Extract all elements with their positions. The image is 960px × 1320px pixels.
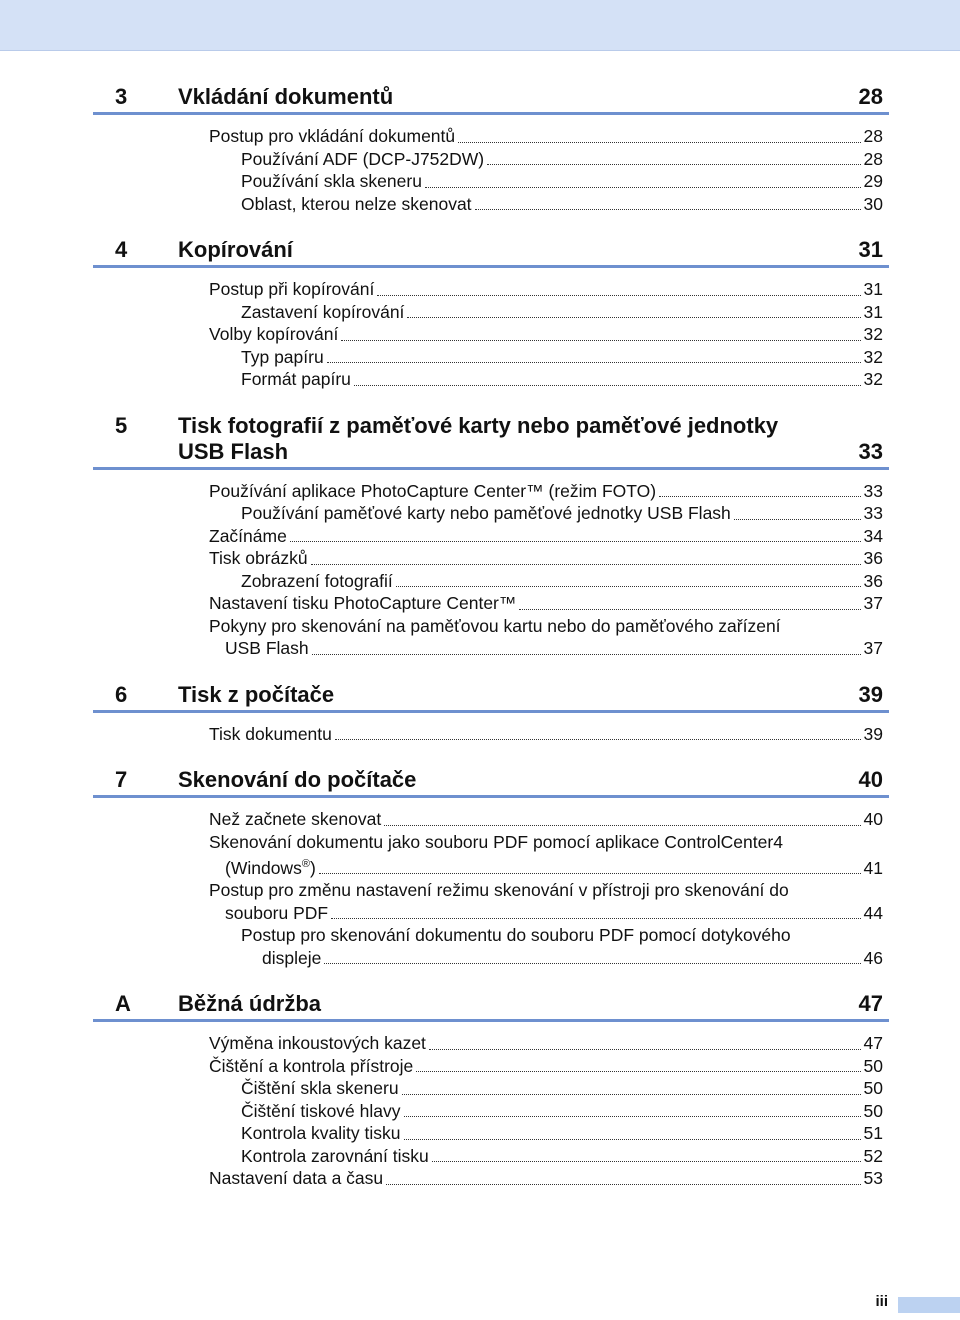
- chapter-page: 39: [858, 681, 883, 707]
- entry-list: [93, 808, 889, 969]
- chapter-page: 47: [858, 991, 883, 1017]
- entry-page: 46: [863, 947, 883, 968]
- entry-label: Než začnete skenovat: [209, 809, 382, 829]
- footer-band: [898, 1297, 960, 1313]
- toc-entry[interactable]: [93, 1122, 889, 1145]
- dot-leader: [404, 1116, 861, 1117]
- entry-label: Používání ADF (DCP-J752DW): [241, 148, 485, 169]
- dot-leader: [458, 142, 860, 143]
- entry-page: 34: [863, 525, 883, 546]
- entry-label: Kontrola zarovnání tisku: [241, 1145, 429, 1166]
- entry-page: 50: [863, 1100, 883, 1121]
- entry-label-line2: displeje: [262, 947, 322, 968]
- chapter-number: 5: [115, 412, 128, 438]
- toc-entry[interactable]: [93, 148, 889, 171]
- chapter-title: [178, 413, 859, 465]
- dot-leader: [324, 963, 860, 964]
- dot-leader: [312, 654, 861, 655]
- toc-entry[interactable]: [93, 193, 889, 216]
- entry-page: 33: [863, 503, 883, 523]
- entry-label: Začínáme: [209, 525, 287, 546]
- entry-label: Čištění a kontrola přístroje: [209, 1055, 414, 1076]
- entry-list: [93, 723, 889, 746]
- entry-label-line1: Pokyny pro skenování na paměťovou kartu nebo do paměťového zařízení: [209, 615, 781, 636]
- chapter-page: 40: [858, 767, 883, 792]
- toc-entry[interactable]: [93, 278, 889, 301]
- dot-leader: [384, 825, 860, 826]
- toc-entry[interactable]: [93, 723, 889, 746]
- entry-label: Čištění tiskové hlavy: [241, 1100, 401, 1121]
- chapter-heading[interactable]: [93, 409, 889, 470]
- toc-entry[interactable]: [93, 170, 889, 193]
- entry-page: 36: [863, 570, 883, 591]
- chapter-page: 31: [858, 237, 883, 262]
- entry-label: Čištění skla skeneru: [241, 1078, 399, 1099]
- chapter-heading[interactable]: [93, 80, 889, 115]
- entry-page: 37: [863, 593, 883, 613]
- toc-entry[interactable]: [93, 480, 889, 503]
- entry-label: Používání paměťové karty nebo paměťové jednotky USB Flash: [241, 503, 731, 523]
- header-band: [0, 0, 960, 51]
- entry-label: Typ papíru: [241, 346, 324, 367]
- entry-label: Používání skla skeneru: [241, 171, 422, 191]
- toc-entry[interactable]: [93, 346, 889, 369]
- entry-label: Tisk obrázků: [209, 548, 308, 568]
- dot-leader: [404, 1139, 861, 1140]
- page-number: iii: [875, 1293, 888, 1310]
- entry-label: Postup při kopírování: [209, 279, 375, 299]
- entry-label: Používání aplikace PhotoCapture Center™ (režim FOTO): [209, 480, 657, 501]
- entry-page: 32: [863, 346, 883, 367]
- entry-page: 50: [863, 1078, 883, 1099]
- dot-leader: [487, 164, 860, 165]
- entry-label-line1: Postup pro změnu nastavení režimu skenování v přístroji pro skenování do: [209, 880, 789, 901]
- label-tail: ): [309, 857, 316, 878]
- chapter-title-line1: Tisk fotografií z paměťové karty nebo paměťové jednotky: [178, 412, 779, 438]
- entry-label: Tisk dokumentu: [209, 723, 332, 744]
- dot-leader: [377, 295, 860, 296]
- entry-label: Kontrola kvality tisku: [241, 1123, 401, 1144]
- dot-leader: [396, 586, 861, 587]
- entry-page: 32: [863, 324, 883, 344]
- entry-page: 28: [863, 126, 883, 146]
- entry-label-line1: Skenování dokumentu jako souboru PDF pomocí aplikace ControlCenter4: [209, 831, 783, 852]
- entry-page: 53: [863, 1168, 883, 1189]
- entry-page: 29: [863, 171, 883, 191]
- toc-entry[interactable]: [93, 831, 889, 880]
- toc-entry[interactable]: [93, 323, 889, 346]
- entry-label: Oblast, kterou nelze skenovat: [241, 193, 472, 214]
- entry-label: Postup pro vkládání dokumentů: [209, 126, 456, 146]
- dot-leader: [407, 317, 860, 318]
- dot-leader: [402, 1094, 861, 1095]
- chapter-number: 7: [115, 767, 128, 792]
- chapter-4: [93, 233, 889, 391]
- entry-page: 47: [863, 1033, 883, 1054]
- entry-label: Výměna inkoustových kazet: [209, 1033, 426, 1054]
- toc-entry[interactable]: [93, 547, 889, 570]
- dot-leader: [734, 519, 861, 520]
- dot-leader: [319, 873, 861, 874]
- entry-list: [93, 278, 889, 391]
- chapter-title: Skenování do počítače: [178, 767, 417, 792]
- entry-list: [93, 125, 889, 215]
- entry-page: 37: [863, 638, 883, 658]
- toc-entry[interactable]: [93, 808, 889, 831]
- table-of-contents: [93, 80, 889, 1208]
- toc-entry[interactable]: [93, 1032, 889, 1055]
- chapter-a: [93, 987, 889, 1190]
- entry-page: 28: [863, 148, 883, 169]
- toc-entry[interactable]: [93, 1167, 889, 1190]
- entry-label: Formát papíru: [241, 369, 351, 389]
- dot-leader: [331, 918, 860, 919]
- entry-label: Nastavení data a času: [209, 1168, 384, 1189]
- entry-page: 50: [863, 1055, 883, 1076]
- entry-label-line2: [225, 853, 316, 879]
- entry-page: 33: [863, 480, 883, 501]
- chapter-5: [93, 409, 889, 660]
- entry-page: 44: [863, 902, 883, 923]
- toc-entry[interactable]: [93, 301, 889, 324]
- entry-label: Zobrazení fotografií: [241, 570, 393, 591]
- entry-page: 31: [863, 301, 883, 322]
- dot-leader: [432, 1161, 861, 1162]
- chapter-page: 33: [858, 438, 883, 464]
- entry-label: Zastavení kopírování: [241, 301, 405, 322]
- entry-label-line2: USB Flash: [225, 638, 309, 658]
- chapter-heading[interactable]: [93, 678, 889, 713]
- chapter-title: Kopírování: [178, 237, 293, 262]
- chapter-number: 4: [115, 237, 128, 262]
- chapter-number: 6: [115, 681, 128, 707]
- entry-page: 41: [863, 857, 883, 878]
- toc-entry[interactable]: [93, 1100, 889, 1123]
- entry-page: 51: [863, 1123, 883, 1144]
- toc-entry[interactable]: [93, 1077, 889, 1100]
- toc-entry[interactable]: [93, 525, 889, 548]
- dot-leader: [327, 362, 861, 363]
- chapter-page: 28: [858, 84, 883, 109]
- toc-entry[interactable]: [93, 592, 889, 615]
- entry-page: 31: [863, 279, 883, 299]
- entry-list: [93, 1032, 889, 1190]
- entry-page: 32: [863, 369, 883, 389]
- chapter-heading[interactable]: [93, 233, 889, 268]
- entry-label: Nastavení tisku PhotoCapture Center™: [209, 593, 517, 613]
- toc-entry[interactable]: [93, 368, 889, 391]
- chapter-7: [93, 763, 889, 969]
- dot-leader: [290, 541, 861, 542]
- dot-leader: [311, 564, 861, 565]
- dot-leader: [519, 609, 860, 610]
- toc-entry[interactable]: [93, 1055, 889, 1078]
- toc-entry[interactable]: [93, 1145, 889, 1168]
- dot-leader: [354, 385, 861, 386]
- entry-label-line1: Postup pro skenování dokumentu do souboru PDF pomocí dotykového: [241, 925, 791, 946]
- dot-leader: [335, 739, 861, 740]
- chapter-number: 3: [115, 84, 128, 109]
- toc-entry[interactable]: [93, 924, 889, 969]
- registered-mark: ®: [301, 858, 310, 870]
- chapter-3: [93, 80, 889, 215]
- entry-page: 39: [863, 723, 883, 744]
- entry-page: 36: [863, 548, 883, 568]
- entry-page: 30: [863, 193, 883, 214]
- entry-page: 40: [863, 809, 883, 829]
- dot-leader: [341, 340, 860, 341]
- toc-entry[interactable]: [93, 879, 889, 924]
- chapter-title: Vkládání dokumentů: [178, 84, 394, 109]
- chapter-number: A: [115, 991, 131, 1017]
- toc-entry[interactable]: [93, 125, 889, 148]
- toc-entry[interactable]: [93, 570, 889, 593]
- dot-leader: [425, 187, 861, 188]
- dot-leader: [386, 1184, 860, 1185]
- toc-entry[interactable]: [93, 615, 889, 660]
- toc-entry[interactable]: [93, 502, 889, 525]
- dot-leader: [429, 1049, 861, 1050]
- entry-label-line2: souboru PDF: [225, 902, 329, 923]
- label-text: (Windows: [225, 857, 302, 878]
- chapter-title-line2: USB Flash: [178, 438, 289, 464]
- entry-list: [93, 480, 889, 660]
- chapter-heading[interactable]: [93, 763, 889, 798]
- entry-label: Volby kopírování: [209, 324, 339, 344]
- entry-page: 52: [863, 1145, 883, 1166]
- chapter-title: Běžná údržba: [178, 991, 322, 1017]
- chapter-heading[interactable]: [93, 987, 889, 1022]
- dot-leader: [659, 496, 860, 497]
- chapter-6: [93, 678, 889, 746]
- dot-leader: [475, 209, 861, 210]
- dot-leader: [416, 1071, 860, 1072]
- chapter-title: Tisk z počítače: [178, 681, 335, 707]
